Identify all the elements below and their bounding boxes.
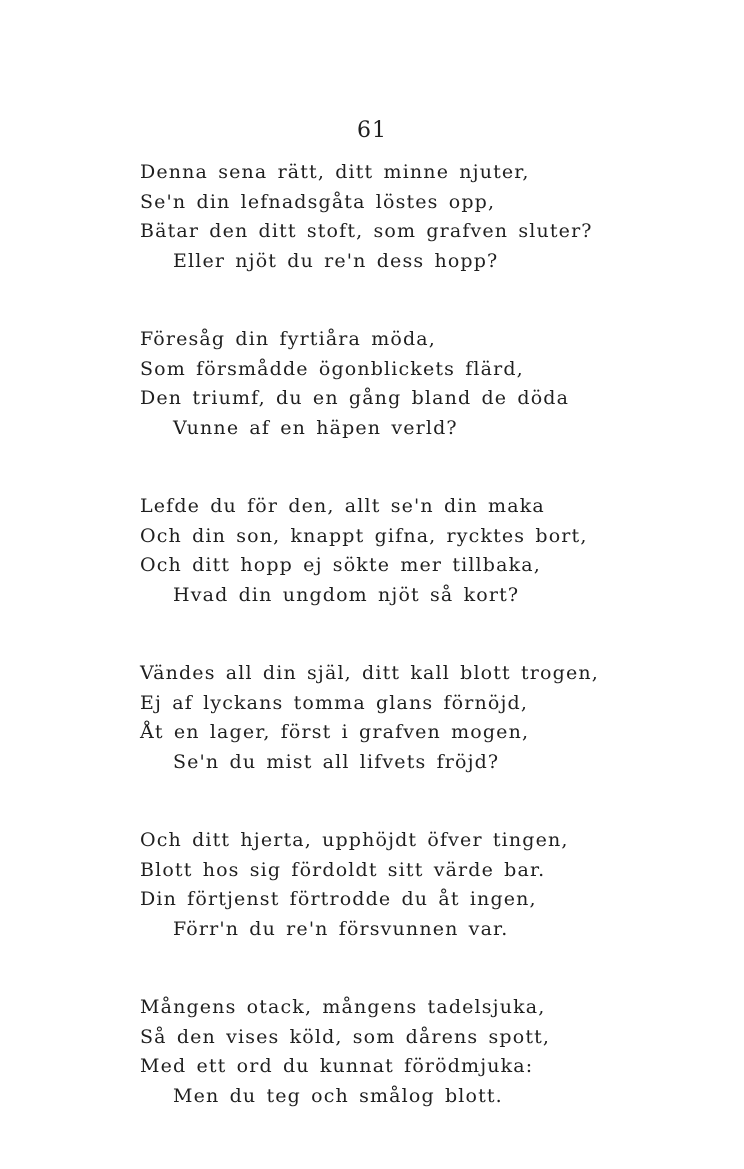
poem-line-indented: Hvad din ungdom njöt så kort? xyxy=(173,583,520,606)
poem-line-indented: Förr'n du re'n försvunnen var. xyxy=(173,917,509,940)
poem-line: Den triumf, du en gång bland de döda xyxy=(140,387,570,409)
poem-line-indented: Se'n du mist all lifvets fröjd? xyxy=(173,750,500,773)
poem-line-indented: Vunne af en häpen verld? xyxy=(173,416,458,439)
page-number: 61 xyxy=(357,118,387,143)
stanza-6 xyxy=(140,993,700,1111)
poem-line: Vändes all din själ, ditt kall blott trogen, xyxy=(140,662,599,684)
poem-line-indented: Men du teg och smålog blott. xyxy=(173,1084,503,1107)
poem-line: Åt en lager, först i grafven mogen, xyxy=(140,721,530,743)
poem xyxy=(140,158,700,1160)
poem-line: Blott hos sig fördoldt sitt värde bar. xyxy=(140,858,546,881)
poem-line: Som försmådde ögonblickets flärd, xyxy=(140,357,524,380)
poem-line: Din förtjenst förtrodde du åt ingen, xyxy=(140,888,537,910)
poem-line-indented: Eller njöt du re'n dess hopp? xyxy=(173,249,499,272)
poem-line: Bätar den ditt stoft, som grafven sluter? xyxy=(140,220,593,242)
poem-line: Se'n din lefnadsgåta löstes opp, xyxy=(140,190,496,213)
stanza-5 xyxy=(140,826,700,944)
poem-line: Mångens otack, mångens tadelsjuka, xyxy=(140,996,546,1018)
stanza-3 xyxy=(140,492,700,610)
poem-line: Med ett ord du kunnat förödmjuka: xyxy=(140,1055,534,1077)
stanza-4 xyxy=(140,659,700,777)
poem-line: Lefde du för den, allt se'n din maka xyxy=(140,495,545,517)
stanza-2 xyxy=(140,325,700,443)
poem-line: Ej af lyckans tomma glans förnöjd, xyxy=(140,691,529,714)
poem-line: Och ditt hopp ej sökte mer tillbaka, xyxy=(140,554,541,576)
poem-line: Och din son, knappt gifna, rycktes bort, xyxy=(140,524,588,547)
poem-line: Och ditt hjerta, upphöjdt öfver tingen, xyxy=(140,829,569,851)
poem-line: Denna sena rätt, ditt minne njuter, xyxy=(140,161,530,183)
poem-line: Föresåg din fyrtiåra möda, xyxy=(140,328,436,350)
poem-line: Så den vises köld, som dårens spott, xyxy=(140,1025,551,1048)
stanza-1 xyxy=(140,158,700,276)
